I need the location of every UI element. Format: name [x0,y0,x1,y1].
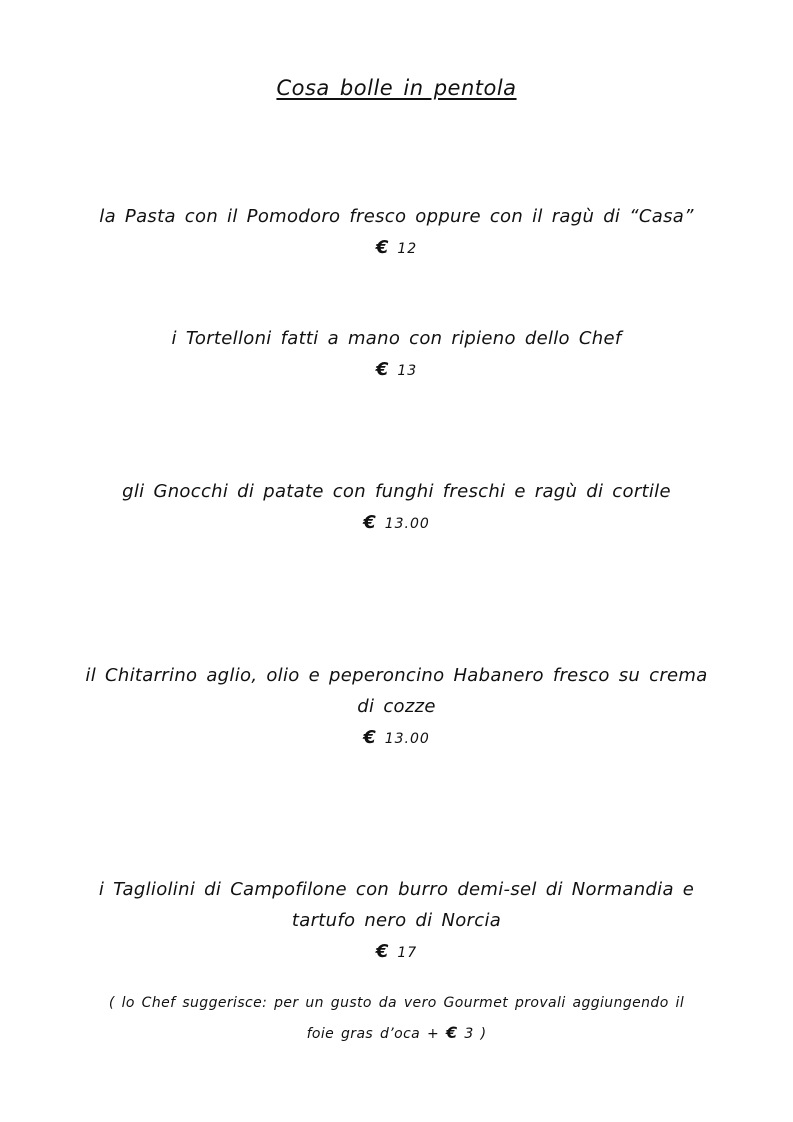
euro-symbol: € [375,237,390,258]
note-line2-text: foie gras d’oca + [306,1026,440,1042]
dish-item-pasta [0,201,793,265]
dish-price [0,507,793,540]
dish-description: gli Gnocchi di patate con funghi freschi e ragù di cortile [122,481,671,502]
dish-description-line1: il Chitarrino aglio, olio e peperoncino Habanero fresco su crema [85,665,708,686]
note-line2 [0,1018,793,1049]
euro-symbol: € [446,1023,458,1042]
page-title: Cosa bolle in pentola [276,76,517,100]
dish-price-value: 12 [397,241,418,257]
dish-item-chitarrino [0,660,793,755]
dish-price [0,232,793,265]
dish-description: i Tortelloni fatti a mano con ripieno dello Chef [171,328,622,349]
dish-price-value: 13.00 [384,516,430,532]
euro-symbol: € [375,359,390,380]
dish-price-value: 13 [397,363,418,379]
dish-description: la Pasta con il Pomodoro fresco oppure con il ragù di “Casa” [99,206,694,227]
dish-description-line1: i Tagliolini di Campofilone con burro demi-sel di Normandia e [98,879,695,900]
dish-price-value: 13.00 [384,731,430,747]
dish-price [0,722,793,755]
dish-item-tagliolini [0,874,793,969]
dish-price [0,936,793,969]
note-extra-price: 3 ) [464,1026,487,1042]
dish-description-line2: tartufo nero di Norcia [291,910,502,931]
dish-item-gnocchi [0,476,793,540]
chef-suggestion-note [0,988,793,1049]
euro-symbol: € [363,727,377,748]
note-line1: ( lo Chef suggerisce: per un gusto da vero Gourmet provali aggiungendo il [108,995,685,1011]
dish-item-tortelloni [0,323,793,387]
dish-description-line2: di cozze [357,696,436,717]
euro-symbol: € [375,941,390,962]
euro-symbol: € [363,512,377,533]
dish-price-value: 17 [397,945,418,961]
dish-price [0,354,793,387]
